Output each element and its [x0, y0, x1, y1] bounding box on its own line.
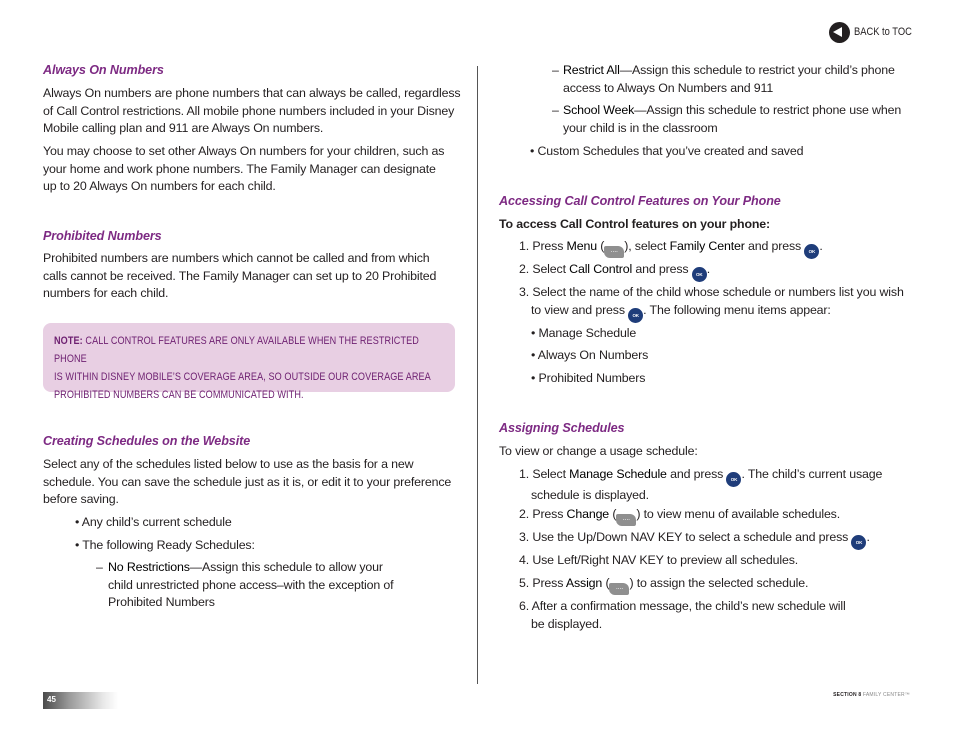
- assigning-step-4: 4. Use Left/Right NAV KEY to preview all schedules.: [519, 553, 799, 567]
- prohibited-heading: Prohibited Numbers: [43, 229, 162, 243]
- note-line-3: PROHIBITED NUMBERS CAN BE COMMUNICATED WITH.: [54, 389, 304, 401]
- text-line: of Call Control restrictions. All mobile phone numbers included in your Disney: [43, 103, 455, 118]
- back-to-toc-label: BACK to TOC: [854, 26, 912, 38]
- back-arrow-icon: [829, 22, 850, 43]
- accessing-heading: Accessing Call Control Features on Your Phone: [499, 194, 781, 208]
- text-line: Mobile calling plan and 911 are Always On numbers.: [43, 121, 324, 136]
- no-restrictions-item: [108, 559, 428, 612]
- text-span: —Assign this schedule to allow your: [189, 560, 383, 574]
- list-item: • Manage Schedule: [531, 326, 637, 340]
- softkey-icon: ....: [604, 246, 624, 258]
- text-span: (: [609, 507, 617, 521]
- always-on-paragraph-2: [43, 143, 463, 196]
- text-span: 2. Select: [519, 262, 570, 276]
- text-line: [108, 559, 428, 577]
- text-span: and press: [744, 239, 805, 253]
- family-center-term: Family Center: [669, 239, 745, 253]
- text-span: 3. Use the Up/Down NAV KEY to select a schedule and press: [519, 530, 852, 544]
- assigning-step-1: [519, 466, 919, 505]
- text-line: Always On numbers are phone numbers that can always be called, regardless: [43, 86, 461, 100]
- softkey-icon: ....: [609, 583, 629, 595]
- text-line: access to Always On Numbers and 911: [563, 80, 774, 95]
- prohibited-paragraph: [43, 250, 463, 303]
- text-line: calls cannot be received. The Family Manager can set up to 20 Prohibited: [43, 268, 437, 283]
- accessing-step-1: [519, 238, 823, 259]
- text-span: .: [819, 239, 823, 253]
- note-box: [43, 323, 455, 401]
- column-divider: [477, 66, 478, 684]
- accessing-step-3: [519, 284, 919, 323]
- list-item: • Any child’s current schedule: [75, 515, 232, 529]
- text-span: .: [866, 530, 870, 544]
- text-span: 1. Select: [519, 467, 570, 481]
- call-control-term: Call Control: [569, 262, 633, 276]
- text-span: 1. Press: [519, 239, 567, 253]
- manage-schedule-term: Manage Schedule: [569, 467, 667, 481]
- section-title: FAMILY CENTER™: [862, 692, 910, 698]
- page-number: 45: [47, 695, 56, 704]
- note-line-1: [54, 332, 450, 368]
- text-span: ), select: [624, 239, 670, 253]
- section-label: SECTION 8: [833, 692, 862, 698]
- text-line: be displayed.: [531, 616, 603, 631]
- school-week-term: School Week: [563, 103, 635, 117]
- text-line: numbers for each child.: [43, 286, 169, 301]
- text-span: . The following menu items appear:: [643, 302, 831, 317]
- text-line: [563, 62, 923, 80]
- note-line-text: CALL CONTROL FEATURES ARE ONLY AVAILABLE WHEN THE RESTRICTED PHONE: [54, 335, 419, 365]
- ok-key-icon: OK: [628, 308, 643, 323]
- creating-heading: Creating Schedules on the Website: [43, 434, 251, 448]
- softkey-icon: ....: [616, 514, 636, 526]
- dash-bullet: –: [552, 103, 559, 117]
- assign-term: Assign: [565, 576, 603, 590]
- text-line: Prohibited numbers are numbers which cannot be called and from which: [43, 251, 430, 265]
- assigning-step-6: [519, 598, 919, 633]
- text-span: and press: [666, 467, 727, 481]
- text-span: to view and press: [531, 302, 629, 317]
- list-item: • Prohibited Numbers: [531, 371, 646, 385]
- text-span: —Assign this schedule to restrict phone use when: [634, 103, 902, 117]
- text-line: schedule. You can save the schedule just as it is, or edit it to your preference: [43, 474, 452, 489]
- text-line: [519, 302, 919, 323]
- school-week-item: [563, 102, 923, 137]
- text-line: child unrestricted phone access–with the exception of: [108, 577, 394, 592]
- dash-bullet: –: [552, 63, 559, 77]
- note-text: [54, 332, 450, 404]
- text-line: schedule is displayed.: [531, 488, 649, 502]
- text-line: Select any of the schedules listed below to use as the basis for a new: [43, 457, 414, 471]
- list-item: • Always On Numbers: [531, 348, 649, 362]
- text-line: up to 20 Always On numbers for each child.: [43, 179, 276, 194]
- note-label: NOTE:: [54, 335, 83, 347]
- accessing-step-2: [519, 261, 710, 282]
- ok-key-icon: OK: [804, 244, 819, 259]
- assigning-step-3: [519, 529, 870, 550]
- assigning-step-2: [519, 506, 840, 526]
- dash-bullet: –: [96, 560, 103, 574]
- restrict-all-term: Restrict All: [563, 63, 620, 77]
- text-line: 3. Select the name of the child whose schedule or numbers list you wish: [519, 285, 904, 299]
- change-term: Change: [566, 507, 610, 521]
- menu-term: Menu: [566, 239, 597, 253]
- ok-key-icon: OK: [692, 267, 707, 282]
- text-line: You may choose to set other Always On numbers for your children, such as: [43, 144, 445, 158]
- text-span: —Assign this schedule to restrict your child’s phone: [619, 63, 895, 77]
- text-span: .: [706, 262, 711, 276]
- page-number-bar: [43, 692, 118, 709]
- text-span: (: [602, 576, 610, 590]
- always-on-heading: Always On Numbers: [43, 63, 164, 77]
- assigning-heading: Assigning Schedules: [499, 421, 625, 435]
- text-line: your home and work phone numbers. The Family Manager can designate: [43, 161, 436, 176]
- list-item: • The following Ready Schedules:: [75, 538, 255, 552]
- accessing-lead: To access Call Control features on your phone:: [499, 217, 771, 231]
- restrict-all-item: [563, 62, 923, 97]
- text-span: 5. Press: [519, 576, 566, 590]
- text-span: ) to view menu of available schedules.: [636, 507, 841, 521]
- text-line: your child is in the classroom: [563, 120, 718, 135]
- always-on-paragraph-1: [43, 85, 463, 138]
- note-line-2: IS WITHIN DISNEY MOBILE’S COVERAGE AREA, SO OUTSIDE OUR COVERAGE AREA: [54, 371, 431, 383]
- text-line: 6. After a confirmation message, the child’s new schedule will: [519, 599, 846, 613]
- text-line: before saving.: [43, 492, 119, 507]
- text-line: Prohibited Numbers: [108, 595, 215, 610]
- text-span: . The child’s current usage: [741, 467, 883, 481]
- text-span: (: [596, 239, 605, 253]
- ok-key-icon: OK: [726, 472, 741, 487]
- text-span: 2. Press: [519, 507, 567, 521]
- text-line: [563, 102, 923, 120]
- no-restrictions-term: No Restrictions: [108, 560, 190, 574]
- text-span: ) to assign the selected schedule.: [629, 576, 809, 590]
- list-item: • Custom Schedules that you’ve created and saved: [530, 144, 804, 158]
- ok-key-icon: OK: [851, 535, 866, 550]
- creating-paragraph: [43, 456, 463, 509]
- text-span: and press: [632, 262, 692, 276]
- assigning-step-5: [519, 575, 808, 595]
- section-footer: [833, 692, 910, 698]
- assigning-lead: To view or change a usage schedule:: [499, 444, 698, 458]
- back-to-toc-link[interactable]: [829, 20, 922, 44]
- text-line: [519, 466, 919, 487]
